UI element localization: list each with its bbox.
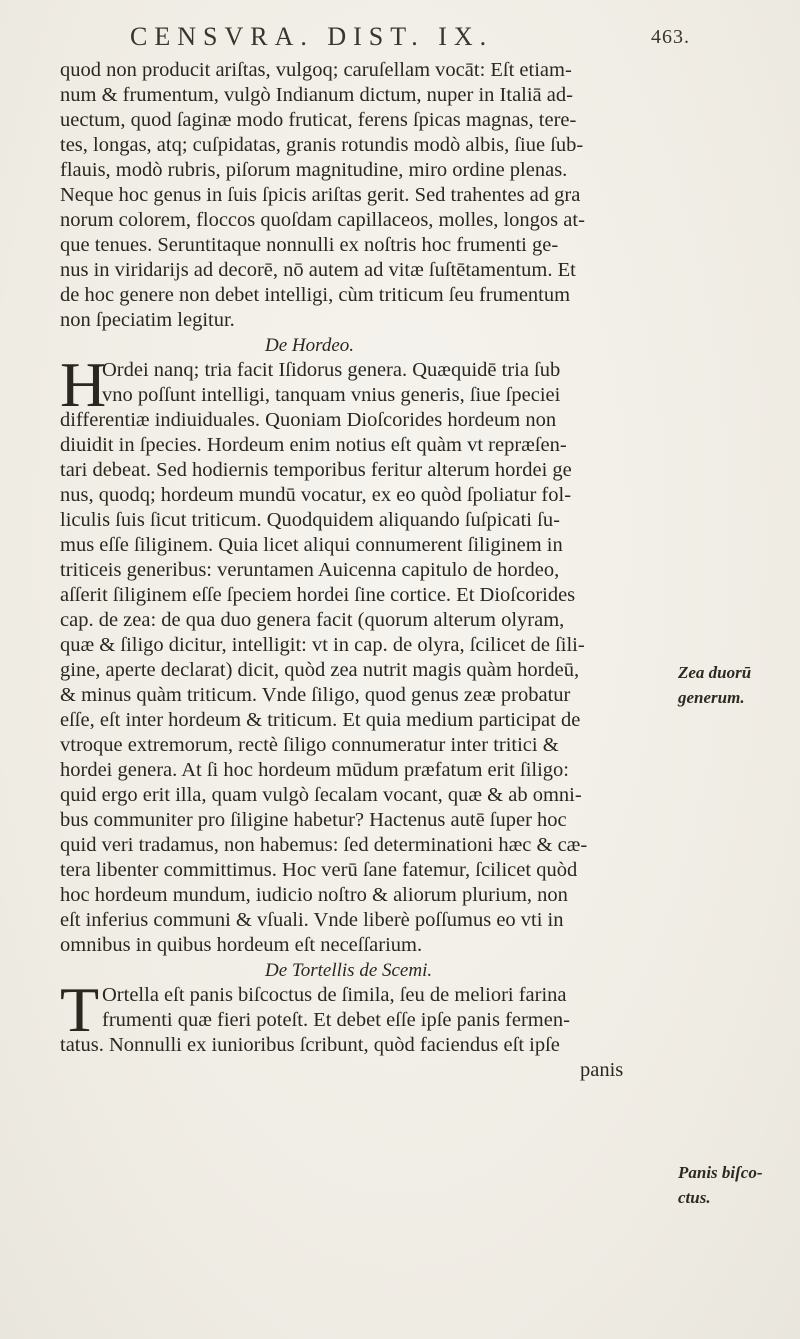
text-line: bus communiter pro ſiligine habetur? Hactenus autē ſuper hoc: [60, 809, 567, 831]
text-line: gine, aperte declarat) dicit, quòd zea nutrit magis quàm hordeū,: [60, 659, 580, 681]
margin-note-panis: [678, 1160, 793, 1210]
text-line: mus eſſe ſiliginem. Quia licet aliqui connumerent ſiliginem in: [60, 534, 563, 556]
margin-note-line: ctus.: [678, 1188, 711, 1207]
text-line: quod non producit ariſtas, vulgoq; caruſellam vocāt: Eſt etiam-: [60, 59, 572, 81]
margin-note-line: Zea duorū: [678, 663, 752, 682]
margin-note-line: generum.: [678, 688, 745, 707]
text-line: Neque hoc genus in ſuis ſpicis ariſtas gerit. Sed trahentes ad gra: [60, 184, 581, 206]
catchword: panis: [580, 1059, 624, 1081]
margin-note-zea: [678, 660, 793, 710]
text-line: quæ & ſiligo dicitur, intelligit: vt in cap. de olyra, ſcilicet de ſili-: [60, 634, 585, 656]
text-line: non ſpeciatim legitur.: [60, 309, 235, 331]
text-line: diuidit in ſpecies. Hordeum enim notius eſt quàm vt repræſen-: [60, 434, 567, 456]
text-line: vtroque extremorum, rectè ſiligo connumeratur inter tritici &: [60, 734, 559, 756]
paragraph-3: [60, 974, 670, 1083]
section-heading-hordeo: De Hordeo.: [265, 335, 354, 356]
text-line: liculis ſuis ſicut triticum. Quodquidem aliquando ſuſpicati ſu-: [60, 509, 560, 531]
text-line: cap. de zea: de qua duo genera facit (quorum alterum olyram,: [60, 609, 565, 631]
text-line: que tenues. Seruntitaque nonnulli ex noſtris hoc frumenti ge-: [60, 234, 559, 256]
text-line: hoc hordeum mundum, iudicio noſtro & aliorum plurium, non: [60, 884, 568, 906]
text-line: omnibus in quibus hordeum eſt neceſſarium.: [60, 934, 423, 956]
text-line: tera libenter committimus. Hoc verū ſane fatemur, ſcilicet quòd: [60, 859, 578, 881]
text-line: eſſe, eſt inter hordeum & triticum. Et quia medium participat de: [60, 709, 581, 731]
text-line: tatus. Nonnulli ex iunioribus ſcribunt, quòd faciendus eſt ipſe: [60, 1034, 560, 1056]
running-head: [130, 22, 690, 52]
margin-note-line: Panis biſco-: [678, 1163, 763, 1182]
text-line: triticeis generibus: veruntamen Auicenna capitulo de hordeo,: [60, 559, 560, 581]
drop-cap: H: [60, 349, 107, 420]
text-line: aſſerit ſiliginem eſſe ſpeciem hordei ſine cortice. Et Dioſcorides: [60, 584, 576, 606]
text-line: eſt inferius communi & vſuali. Vnde liberè poſſumus eo vti in: [60, 909, 564, 931]
text-line: vno poſſunt intelligi, tanquam vnius generis, ſiue ſpeciei: [102, 384, 561, 406]
drop-cap: T: [60, 974, 100, 1045]
paragraph-1: [60, 58, 670, 333]
text-line: differentiæ indiuiduales. Quoniam Dioſcorides hordeum non: [60, 409, 557, 431]
page-number: 463.: [651, 26, 690, 48]
text-line: tes, longas, atq; cuſpidatas, granis rotundis modò albis, ſiue ſub-: [60, 134, 584, 156]
paragraph-2: [60, 349, 670, 958]
text-line: frumenti quæ fieri poteſt. Et debet eſſe ipſe panis fermen-: [102, 1009, 570, 1031]
text-line: num & frumentum, vulgò Indianum dictum, nuper in Italiā ad-: [60, 84, 573, 106]
text-line: nus, quodq; hordeum mundū vocatur, ex eo quòd ſpoliatur fol-: [60, 484, 572, 506]
text-line: tari debeat. Sed hodiernis temporibus feritur alterum hordei ge: [60, 459, 572, 481]
text-line: quid ergo erit illa, quam vulgò ſecalam vocant, quæ & ab omni-: [60, 784, 582, 806]
text-line: Ordei nanq; tria facit Iſidorus genera. Quæquidē tria ſub: [102, 359, 561, 381]
text-line: de hoc genere non debet intelligi, cùm triticum ſeu frumentum: [60, 284, 571, 306]
text-line: flauis, modò rubris, piſorum magnitudine, miro ordine plenas.: [60, 159, 568, 181]
section-heading-tortellis: De Tortellis de Scemi.: [265, 960, 433, 981]
text-line: nus in viridarijs ad decorē, nō autem ad vitæ ſuſtētamentum. Et: [60, 259, 576, 281]
text-line: Ortella eſt panis biſcoctus de ſimila, ſeu de meliori farina: [102, 984, 567, 1006]
text-line: & minus quàm triticum. Vnde ſiligo, quod genus zeæ probatur: [60, 684, 571, 706]
text-line: quid veri tradamus, non habemus: ſed determinationi hæc & cæ-: [60, 834, 588, 856]
text-line: uectum, quod ſaginæ modo fruticat, ferens ſpicas magnas, tere-: [60, 109, 577, 131]
main-text-block: [60, 58, 670, 1083]
running-head-title: CENSVRA. DIST. IX.: [130, 22, 494, 51]
text-line: hordei genera. At ſi hoc hordeum mūdum præfatum erit ſiligo:: [60, 759, 569, 781]
text-line: norum colorem, floccos quoſdam capillaceos, molles, longos at-: [60, 209, 585, 231]
